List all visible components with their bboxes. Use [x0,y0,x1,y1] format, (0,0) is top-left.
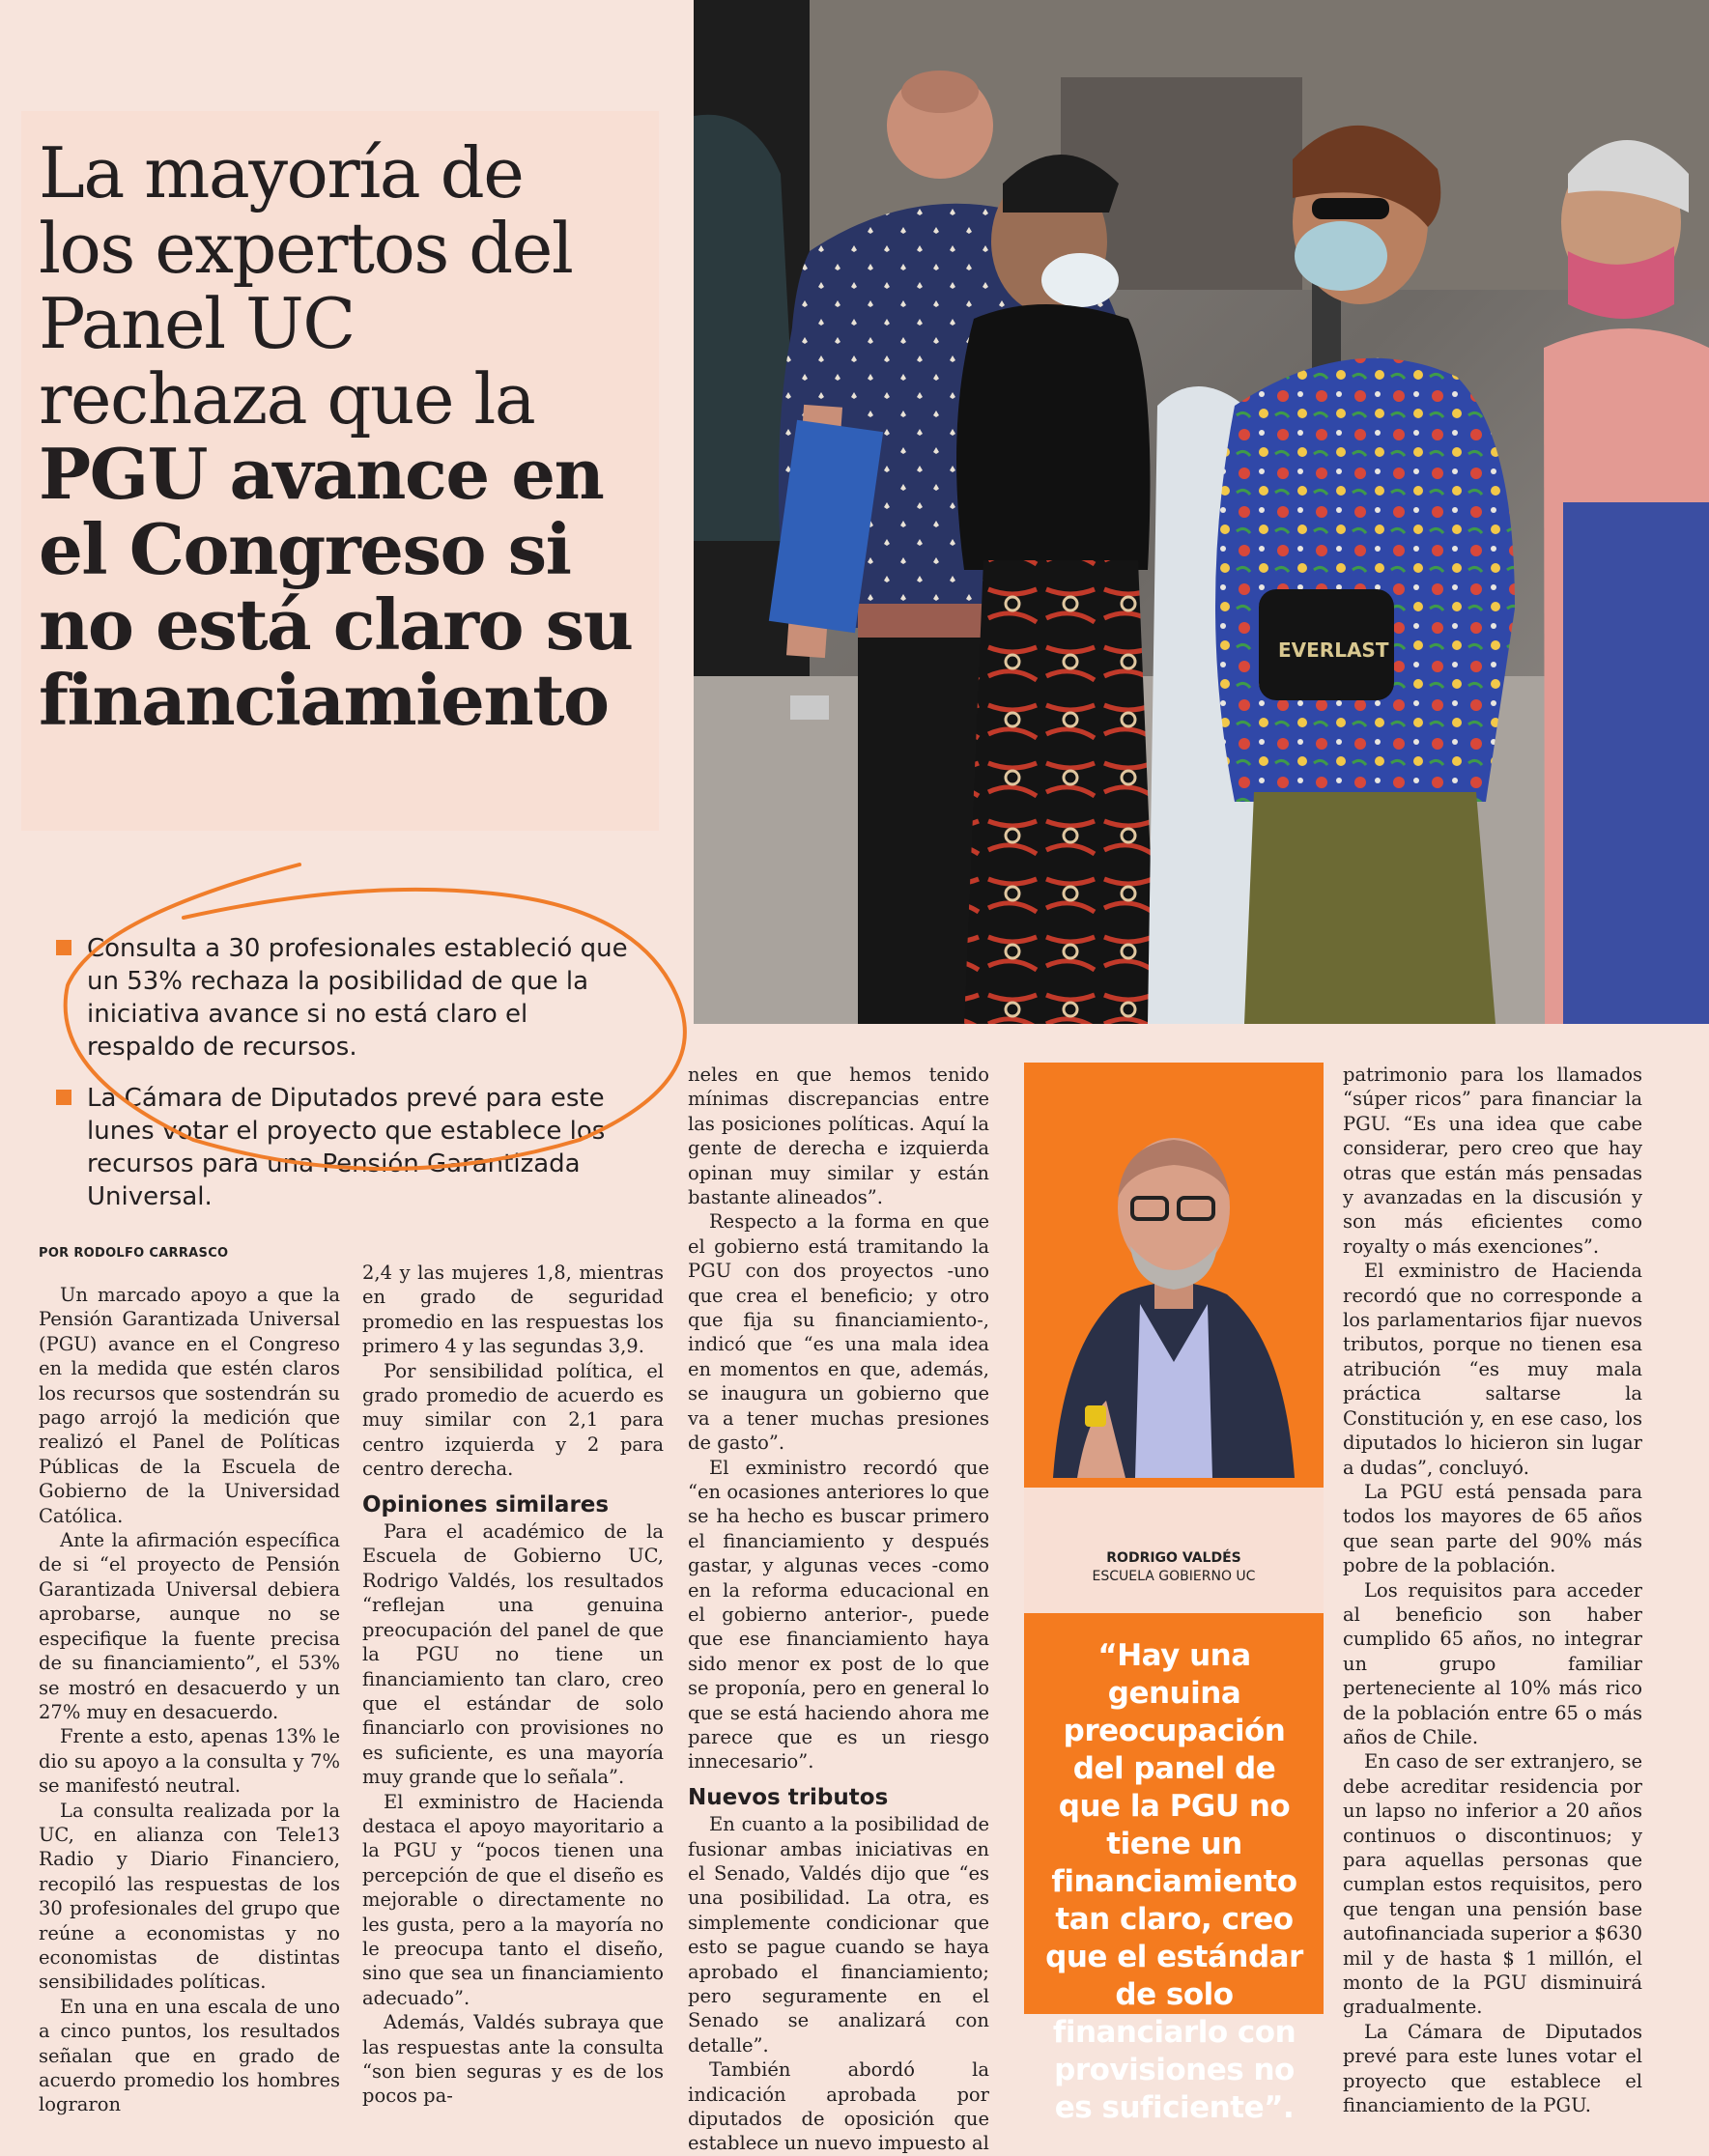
pull-quote: “Hay una genuina preocupación del panel de que la PGU no tiene un financiamiento tan claro, creo que el estándar de solo financiarlo con provisiones no es suficiente”. [1045,1638,1303,2125]
article-column-3 [688,1063,989,2156]
paragraph: Para el académico de la Escuela de Gobierno UC, Rodrigo Valdés, los resultados “reflejan una genuina preocupación del panel de que la PGU no tiene un financiamiento tan claro, creo que el estándar de solo financiarlo con provisiones no es suficiente, es una mayoría muy grande que lo señala”. [362,1520,664,1789]
headline-line: Panel UC [39,283,355,364]
headline-line-bold: el Congreso si [39,508,571,590]
paragraph: La Cámara de Diputados prevé para este lunes votar el proyecto que establece el financiamiento de la PGU. [1343,2020,1642,2117]
paragraph: En una en una escala de uno a cinco puntos, los resultados señalan que en grado de acuerdo promedio los hombres lograron [39,1995,340,2116]
paragraph: Por sensibilidad política, el grado promedio de acuerdo es muy similar con 2,1 para centro izquierda y 2 para centro derecha. [362,1359,664,1481]
paragraph: Los requisitos para acceder al beneficio son haber cumplido 65 años, no integrar un grupo familiar perteneciente al 10% más rico de la población entre 65 o más años de Chile. [1343,1578,1642,1748]
headline-line: La mayoría de [39,132,524,213]
paragraph: En caso de ser extranjero, se debe acreditar residencia por un lapso no inferior a 20 años continuos o discontinuos; y para aquellas personas que cumplan estos requisitos, pero que tengan una pensión base autofinanciada superior a $630 mil y de hasta $ 1 millón, el monto de la PGU disminuirá gradualmente. [1343,1750,1642,2019]
caption-role: ESCUELA GOBIERNO UC [1092,1569,1256,1584]
article-headline [39,132,657,741]
paragraph: El exministro recordó que “en ocasiones anteriores lo que se ha hecho es buscar primero el financiamiento y después gastar, y algunas veces -como en la reforma educacional en el gobierno anterior-, puede que ese financiamiento haya sido menor ex post de lo que se proponía, pero en general lo que se está haciendo ahora me parece que es un riesgo innecesario”. [688,1456,989,1773]
paragraph: La consulta realizada por la UC, en alianza con Tele13 Radio y Diario Financiero, recopiló las respuestas de los 30 profesionales del grupo que reúne a economistas y no economistas de distintas sensibilidades políticas. [39,1799,340,1994]
headline-line: los expertos del [39,208,573,289]
article-column-1 [39,1283,340,2117]
byline: POR RODOLFO CARRASCO [39,1246,229,1261]
paragraph: 2,4 y las mujeres 1,8, mientras en grado de seguridad promedio en las respuestas los primero 4 y las segundas 3,9. [362,1262,664,1358]
highlight-circle [39,850,734,1198]
bag-logo: EVERLAST [1278,638,1389,662]
headline-line-bold: no está claro su [39,583,633,666]
paragraph: Respecto a la forma en que el gobierno está tramitando la PGU con dos proyectos -uno que crea el beneficio; y otro que fija su financiamiento-, indicó que “es una mala idea en momentos en que, además, se inaugura un gobierno que va a tener muchas presiones de gasto”. [688,1210,989,1455]
paragraph: Un marcado apoyo a que la Pensión Garantizada Universal (PGU) avance en el Congreso en la medida que estén claros los recursos que sostendrán su pago arrojó la medición que realizó el Panel de Políticas Públicas de la Escuela de Gobierno de la Universidad Católica. [39,1284,340,1527]
paragraph: patrimonio para los llamados “súper ricos” para financiar la PGU. “Es una idea que cabe considerar, pero creo que hay otras que están más pensadas y avanzadas en la discusión y son más eficientes como royalty o más exenciones”. [1343,1064,1642,1258]
paragraph: El exministro de Hacienda destaca el apoyo mayoritario a la PGU y “pocos tienen una percepción de que el diseño es mejorable o directamente no les gusta, pero a la mayoría no le preocupa tanto el diseño, sino que sea un financiamiento adecuado”. [362,1790,664,2009]
caption-name: RODRIGO VALDÉS [1106,1550,1241,1566]
article-column-2 [362,1261,664,2109]
bullet-text: Consulta a 30 profesionales estableció que un 53% rechaza la posibilidad de que la iniciativa avance si no está claro el respaldo de recursos. [87,934,628,1062]
bullet-text: La Cámara de Diputados prevé para este lunes votar el proyecto que establece los recursos para una Pensión Garantizada Universal. [87,1084,606,1211]
paragraph: neles en que hemos tenido mínimas discrepancias entre las posiciones políticas. Aquí la gente de derecha e izquierda opinan muy similar y están bastante alineados”. [688,1064,989,1209]
paragraph: Frente a esto, apenas 13% le dio su apoyo a la consulta y 7% se manifestó neutral. [39,1725,340,1798]
paragraph: La PGU está pensada para todos los mayores de 65 años que sean parte del 90% más pobre de la población. [1343,1480,1642,1577]
subheading: Nuevos tributos [688,1784,889,1810]
subheading: Opiniones similares [362,1491,610,1518]
headline-line-bold: financiamiento [39,659,609,741]
portrait-photo [1024,1063,1324,1478]
headline-line-bold: PGU avance en [39,433,604,515]
paragraph: El exministro de Hacienda recordó que no corresponde a los parlamentarios fijar nuevos tributos, porque no tienen esa atribución “es muy mala práctica saltarse la Constitución y, en ese caso, los diputados lo hicieron sin lugar a dudas”, concluyó. [1343,1260,1642,1479]
photo-caption [1024,1488,1324,1613]
paragraph: En cuanto a la posibilidad de fusionar ambas iniciativas en el Senado, Valdés dijo que “es una posibilidad. La otra, es simplemente condicionar que esto se pague cuando se haya aprobado el financiamiento; pero seguramente en el Senado se analizará con detalle”. [688,1813,989,2057]
paragraph: También abordó la indicación aprobada por diputados de oposición que establece un nuevo impuesto al [688,2058,989,2155]
quote-panel [1024,1063,1324,2125]
article-column-4 [1343,1063,1642,2117]
street-photo [694,0,1709,1024]
paragraph: Además, Valdés subraya que las respuestas ante la consulta “son bien seguras y es de los pocos pa- [362,2011,664,2108]
paragraph: Ante la afirmación específica de si “el proyecto de Pensión Garantizada Universal debiera aprobarse, aunque no se especifique la fuente precisa de su financiamiento”, el 53% se mostró en desacuerdo y un 27% muy en desacuerdo. [39,1529,340,1723]
headline-line: rechaza que la [39,358,535,440]
